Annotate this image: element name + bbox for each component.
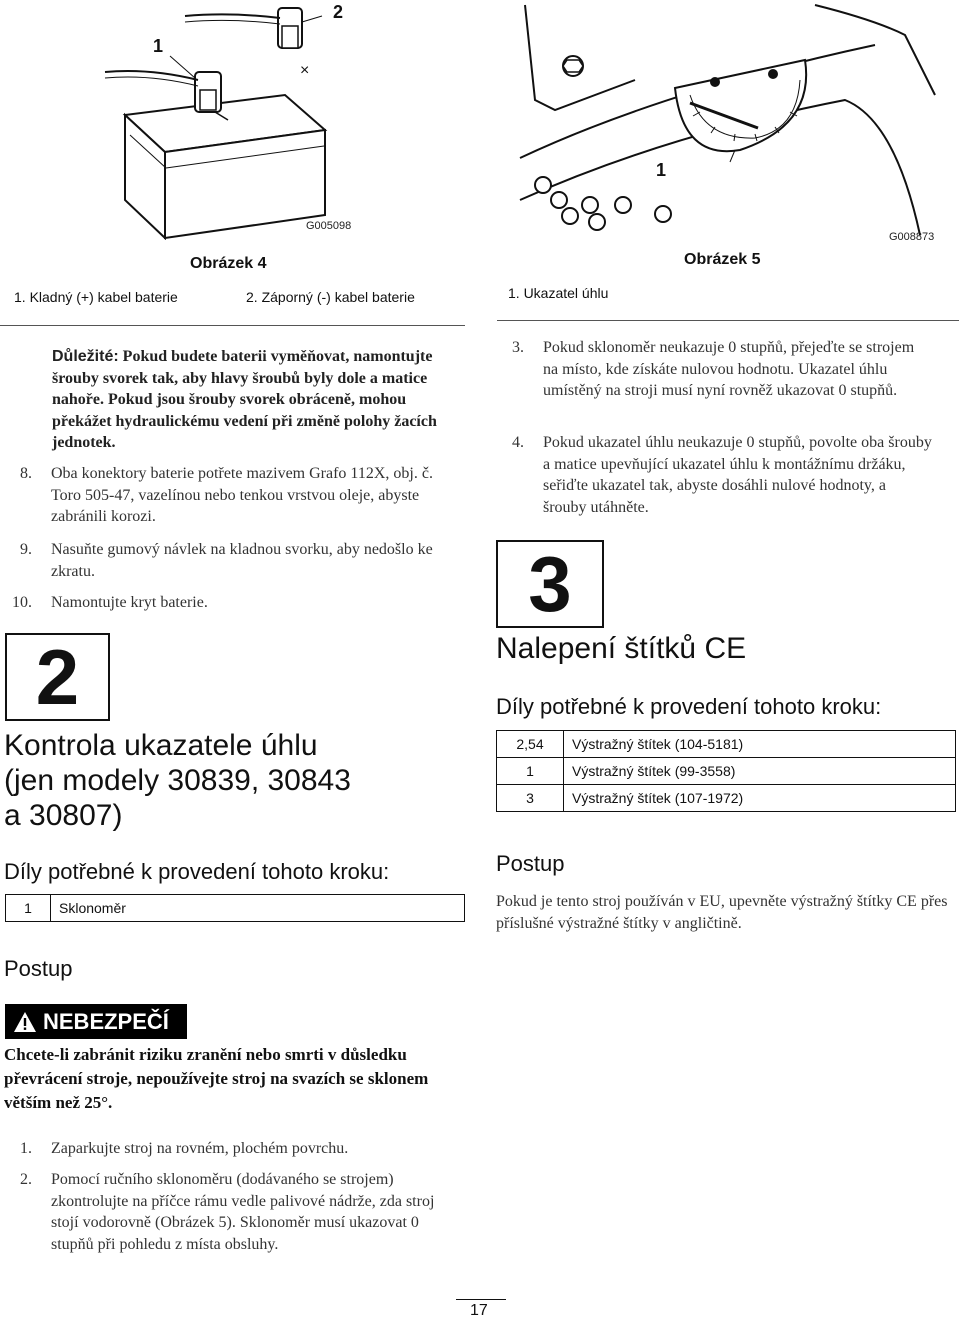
part-qty: 1	[6, 895, 51, 922]
step-number: 4.	[512, 434, 524, 451]
figure-5-callout-1: 1	[656, 160, 667, 180]
part-name: Výstražný štítek (99-3558)	[564, 758, 956, 785]
section-2-number-box	[5, 633, 110, 721]
section-3-title: Nalepení štítků CE	[496, 632, 747, 665]
section-3-number-box	[496, 540, 604, 628]
figure-4-caption-1: 1. Kladný (+) kabel baterie	[14, 289, 178, 305]
table-row	[497, 731, 956, 758]
danger-badge	[5, 1004, 187, 1039]
section-3-procedure-heading: Postup	[496, 851, 565, 876]
important-note	[52, 346, 462, 454]
section-3-parts-table	[496, 730, 956, 812]
step-text: Pokud sklonoměr neukazuje 0 stupňů, přejeďte se strojem na místo, kde získáte nulovou hodnotu. Ukazatel úhlu umístěný na stroji musí nyní rovněž ukazovat 0 stupňů.	[543, 339, 915, 399]
step-text: Pokud ukazatel úhlu neukazuje 0 stupňů, povolte oba šrouby a matice upevňující ukazatel úhlu k montážnímu držáku, seřiďte ukazatel tak, abyste dosáhli nulové hodnoty, a šrouby utáhněte.	[543, 434, 932, 516]
step-text: Oba konektory baterie potřete mazivem Grafo 112X, obj. č. Toro 505-47, vazelínou nebo tenkou vrstvou oleje, abyste zabránili korozi.	[51, 465, 433, 525]
section-2-procedure-heading: Postup	[4, 956, 73, 981]
section-2-parts-table	[5, 894, 465, 922]
battery-drawing	[100, 0, 360, 240]
figure-4-illustration	[100, 0, 360, 240]
section-2-number: 2	[35, 632, 80, 721]
important-label: Důležité:	[52, 348, 119, 365]
danger-label: NEBEZPEČÍ	[43, 1008, 169, 1034]
figure-4-caption-2: 2. Záporný (-) kabel baterie	[246, 289, 415, 305]
svg-text:×: ×	[300, 62, 310, 79]
part-name: Výstražný štítek (107-1972)	[564, 785, 956, 812]
part-qty: 2,54	[497, 731, 564, 758]
section-2-title	[4, 728, 464, 833]
part-qty: 1	[497, 758, 564, 785]
section-3-parts-heading: Díly potřebné k provedení tohoto kroku:	[496, 694, 882, 719]
figure-4-callout-2: 2	[333, 2, 344, 22]
step-number: 8.	[20, 465, 32, 482]
figure-4-code: G005098	[306, 220, 352, 232]
table-row	[6, 895, 465, 922]
page-number: 17	[470, 1302, 488, 1319]
step-text: Pomocí ručního sklonoměru (dodávaného se strojem) zkontrolujte na příčce rámu vedle palivové nádrže, zda stroj stojí vodorovně (Obrázek 5). Sklonoměr musí ukazovat 0 stupňů při pohledu z místa obsluhy.	[51, 1171, 435, 1253]
figure-5-code: G008873	[889, 231, 935, 243]
step-text: Zaparkujte stroj na rovném, plochém povrchu.	[51, 1140, 349, 1157]
step-number: 3.	[512, 339, 524, 356]
part-name: Sklonoměr	[51, 895, 465, 922]
section-2-parts-heading: Díly potřebné k provedení tohoto kroku:	[4, 859, 390, 884]
step-number: 1.	[20, 1140, 32, 1157]
step-number: 10.	[12, 594, 32, 611]
step-number: 9.	[20, 541, 32, 558]
step-number: 2.	[20, 1171, 32, 1188]
angle-indicator-drawing	[515, 0, 945, 240]
figure-5-illustration	[515, 0, 945, 240]
section-3-number: 3	[528, 539, 572, 628]
figure-4-callout-1: 1	[153, 36, 164, 56]
part-name: Výstražný štítek (104-5181)	[564, 731, 956, 758]
step-text: Nasuňte gumový návlek na kladnou svorku, aby nedošlo ke zkratu.	[51, 541, 433, 580]
table-row	[497, 785, 956, 812]
figure-5-caption-1: 1. Ukazatel úhlu	[508, 285, 609, 301]
section-3-procedure-text: Pokud je tento stroj používán v EU, upevněte výstražný štítky CE přes příslušné výstražné štítky v angličtině.	[496, 893, 948, 932]
important-text: Pokud budete baterii vyměňovat, namontujte šrouby svorek tak, aby hlavy šroubů byly dole a matice nahoře. Pokud jsou šrouby svorek obráceně, mohou překážet hydraulickému vedení při změně polohy žacích jednotek.	[52, 348, 437, 451]
figure-4-title: Obrázek 4	[190, 255, 267, 272]
danger-text: Chcete-li zabránit riziku zranění nebo smrti v důsledku převrácení stroje, nepoužívejte stroj na svazích se sklonem větším než 25°.	[4, 1045, 429, 1112]
section-2-title-line-1: Kontrola ukazatele úhlu	[4, 729, 318, 762]
figure-5-title: Obrázek 5	[684, 251, 761, 268]
section-2-title-line-3: a 30807)	[4, 799, 123, 832]
section-2-title-line-2: (jen modely 30839, 30843	[4, 764, 351, 797]
part-qty: 3	[497, 785, 564, 812]
table-row	[497, 758, 956, 785]
figure-4-rule	[0, 325, 465, 326]
figure-5-rule	[497, 320, 959, 321]
warning-triangle-icon	[13, 1011, 37, 1033]
page-number-rule	[456, 1299, 506, 1300]
step-text: Namontujte kryt baterie.	[51, 594, 208, 611]
